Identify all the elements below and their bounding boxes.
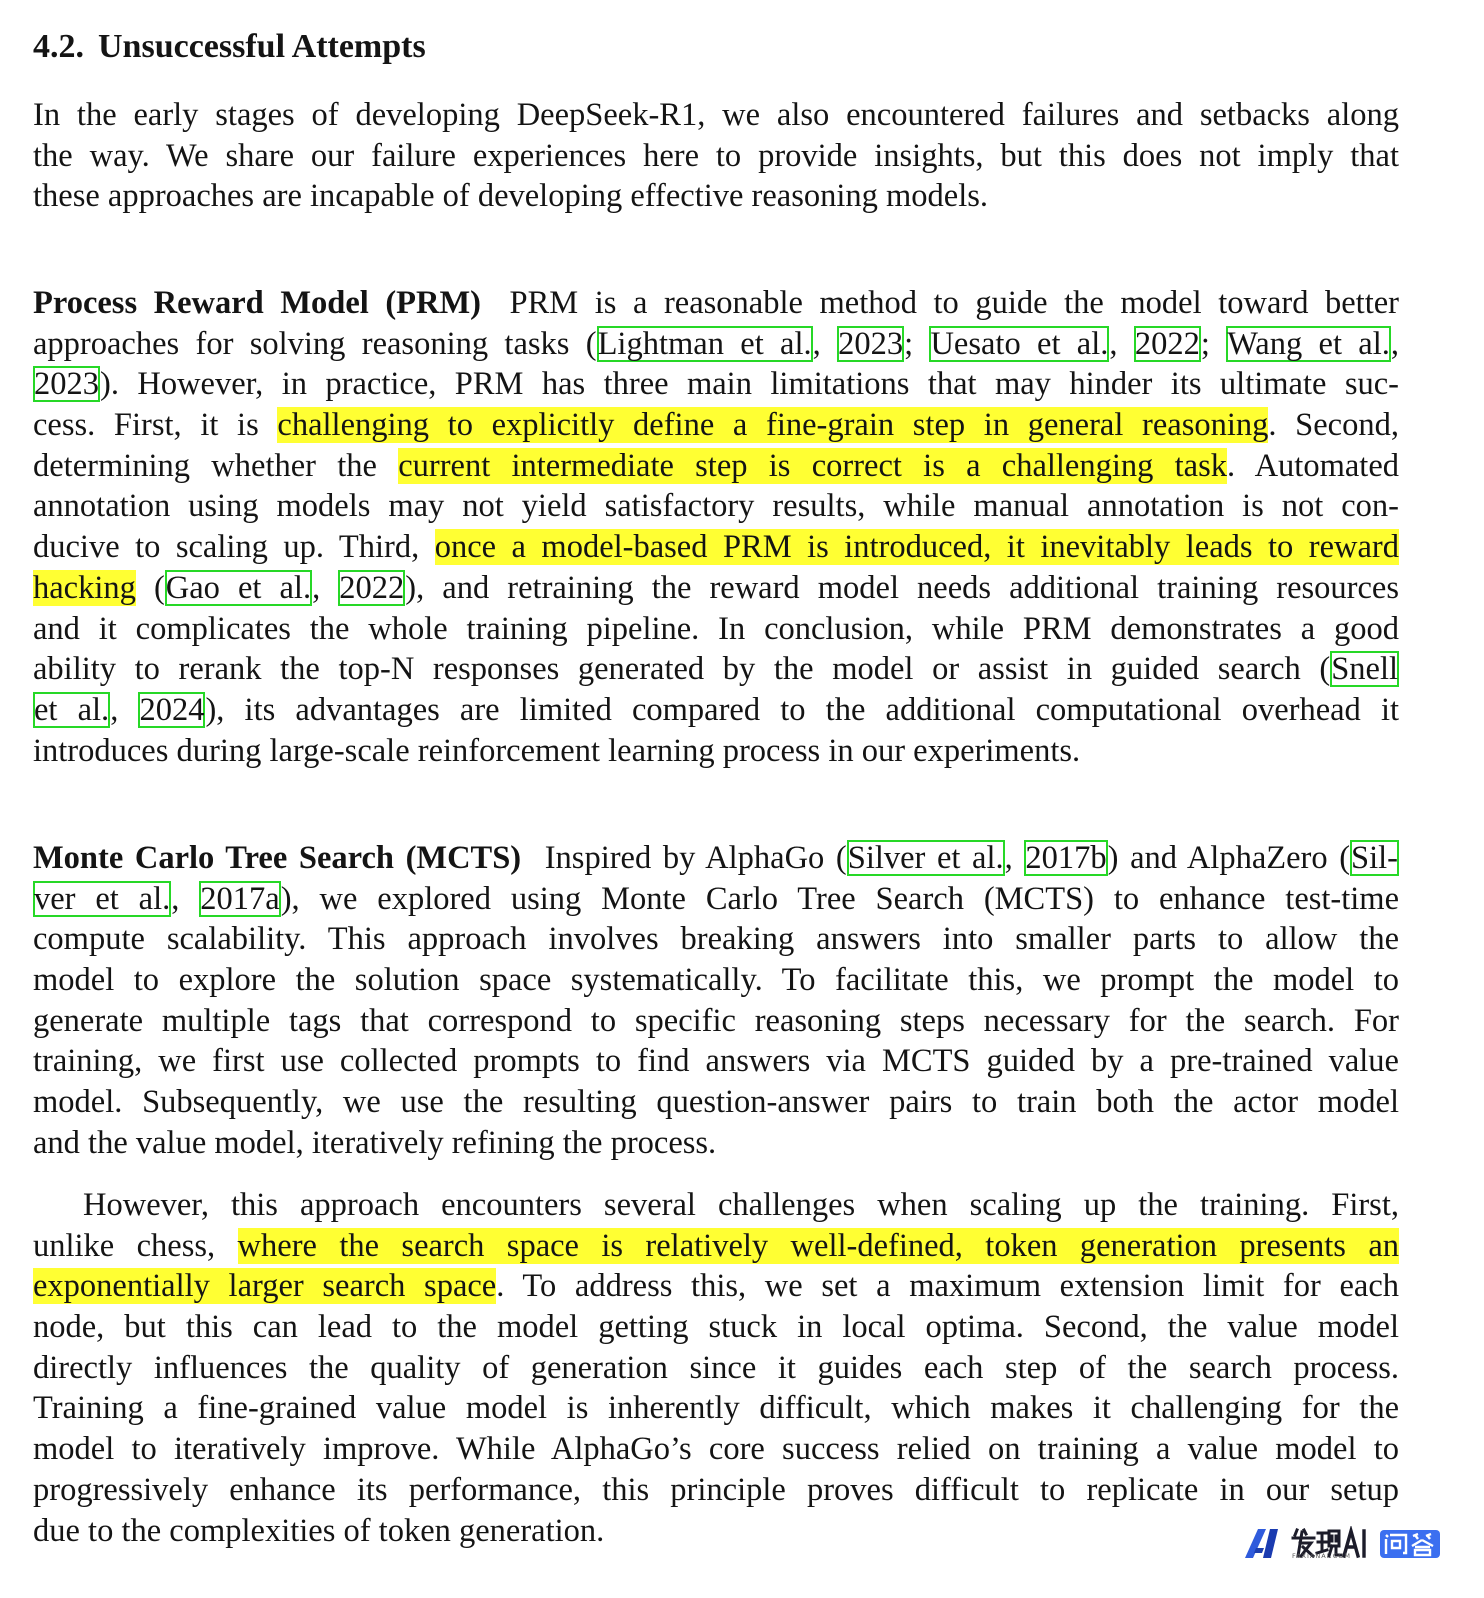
text-line xyxy=(33,609,1399,650)
text-line xyxy=(33,1348,1399,1389)
text-line xyxy=(33,1185,1399,1226)
section-title: Unsuccessful Attempts xyxy=(98,28,426,65)
text-line xyxy=(33,1123,1399,1164)
citation-link[interactable]: 2017a xyxy=(200,880,280,917)
citation-link[interactable]: Uesato et al. xyxy=(930,325,1109,362)
text-line xyxy=(33,1511,1399,1552)
text-line xyxy=(33,960,1399,1001)
text-line xyxy=(33,446,1399,487)
text-line xyxy=(33,690,1399,731)
paragraph-process-reward-model xyxy=(33,283,1399,771)
citation-link[interactable]: Snell xyxy=(1331,651,1398,688)
text-line xyxy=(33,176,1399,217)
citation-link[interactable]: Lightman et al. xyxy=(597,325,812,362)
text-run: annotation using models may not yield satisfactory results, while manual annotation is not con- xyxy=(33,488,1399,525)
text-run: , xyxy=(1109,325,1134,362)
text-run: compute scalability. This approach involves breaking answers into smaller parts to allow the xyxy=(33,921,1399,958)
citation-link[interactable]: Sil- xyxy=(1351,840,1398,876)
text-run: model to explore the solution space systematically. To facilitate this, we prompt the model to xyxy=(33,962,1399,999)
text-run: Training a fine-grained value model is inherently difficult, which makes it challenging for the xyxy=(33,1390,1399,1427)
text-run: ; xyxy=(1200,325,1227,362)
text-run: ) and AlphaZero ( xyxy=(1107,840,1351,876)
citation-link[interactable]: 2024 xyxy=(139,691,205,728)
text-run: training, we first use collected prompts to find answers via MCTS guided by a pre-trained value xyxy=(33,1043,1399,1080)
text-line xyxy=(33,1429,1399,1470)
text-run: Inspired by AlphaGo ( xyxy=(533,840,847,876)
text-line xyxy=(33,879,1399,920)
text-line xyxy=(33,1041,1399,1082)
citation-link[interactable]: 2017b xyxy=(1025,840,1107,876)
text-line xyxy=(33,405,1399,446)
section-heading xyxy=(33,26,426,68)
text-run: , xyxy=(1390,325,1400,362)
text-run: generate multiple tags that correspond to specific reasoning steps necessary for the search. For xyxy=(33,1002,1399,1039)
paragraph-mcts-challenges xyxy=(33,1185,1399,1551)
text-run: PRM is a reasonable method to guide the model toward better xyxy=(492,285,1399,321)
highlighted-text: exponentially larger search space xyxy=(33,1268,497,1305)
text-line xyxy=(33,364,1399,405)
text-run: ), its advantages are limited compared to the additional computational overhead it xyxy=(205,691,1400,728)
citation-link[interactable]: 2022 xyxy=(339,569,405,606)
highlighted-text: challenging to explicitly define a fine-grain step in general reasoning xyxy=(277,407,1269,444)
text-line xyxy=(33,486,1399,527)
citation-link[interactable]: et al. xyxy=(34,691,110,728)
text-run: . Second, xyxy=(1268,407,1399,444)
watermark-domain: FAXIANAI.COM xyxy=(1292,1552,1351,1560)
text-run: unlike chess, xyxy=(33,1227,238,1264)
text-run: directly influences the quality of generation since it guides each step of the search process. xyxy=(33,1349,1399,1386)
text-run: However, this approach encounters several challenges when scaling up the training. First, xyxy=(83,1187,1399,1223)
text-run: , xyxy=(171,880,200,917)
text-run: introduces during large-scale reinforcement learning process in our experiments. xyxy=(33,732,1081,769)
text-run: , xyxy=(110,691,139,728)
text-run: these approaches are incapable of developing effective reasoning models. xyxy=(33,178,989,215)
text-run: In the early stages of developing DeepSeek-R1, we also encountered failures and setbacks along xyxy=(33,97,1399,133)
logo-mark-icon xyxy=(1245,1529,1278,1558)
text-line xyxy=(33,1266,1399,1307)
text-line xyxy=(33,1082,1399,1123)
text-run: model. Subsequently, we use the resulting question-answer pairs to train both the actor model xyxy=(33,1084,1399,1121)
text-line xyxy=(33,95,1399,136)
citation-link[interactable]: 2023 xyxy=(838,325,904,362)
text-run: approaches for solving reasoning tasks ( xyxy=(33,325,597,362)
text-run: cess. First, it is xyxy=(33,407,278,444)
text-run: ). However, in practice, PRM has three main limitations that may hinder its ultimate suc- xyxy=(100,366,1399,403)
text-line xyxy=(33,1307,1399,1348)
text-run: due to the complexities of token generation. xyxy=(33,1512,605,1549)
text-run: , xyxy=(1004,840,1025,876)
text-run: node, but this can lead to the model getting stuck in local optima. Second, the value model xyxy=(33,1309,1399,1346)
paragraph-intro xyxy=(33,95,1399,217)
text-run: ), and retraining the reward model needs additional training resources xyxy=(405,569,1400,606)
text-line xyxy=(33,1388,1399,1429)
text-run: , xyxy=(312,569,339,606)
text-line xyxy=(33,568,1399,609)
text-run: model to iteratively improve. While AlphaGo’s core success relied on training a value model to xyxy=(33,1431,1399,1468)
text-line xyxy=(33,731,1399,772)
section-number: 4.2. xyxy=(33,28,84,65)
text-run: and the value model, iteratively refining the process. xyxy=(33,1124,717,1161)
citation-link[interactable]: Silver et al. xyxy=(847,840,1004,876)
text-run: ; xyxy=(904,325,930,362)
text-run: . Automated xyxy=(1227,447,1399,484)
citation-link[interactable]: Wang et al. xyxy=(1227,325,1390,362)
text-run: , xyxy=(812,325,838,362)
text-line xyxy=(33,649,1399,690)
highlighted-text: where the search space is relatively well-defined, token generation presents an xyxy=(237,1227,1399,1264)
text-line xyxy=(33,1226,1399,1267)
text-run: ability to rerank the top-N responses generated by the model or assist in guided search ( xyxy=(33,651,1331,688)
text-run: ), we explored using Monte Carlo Tree Search (MCTS) to enhance test-time xyxy=(280,880,1400,917)
text-line xyxy=(33,527,1399,568)
citation-link[interactable]: 2023 xyxy=(34,366,99,403)
text-line xyxy=(33,838,1399,879)
highlighted-text: hacking xyxy=(33,569,136,606)
text-run: progressively enhance its performance, this principle proves difficult to replicate in our setup xyxy=(33,1471,1399,1508)
text-line xyxy=(33,919,1399,960)
text-run: ducive to scaling up. Third, xyxy=(33,529,435,566)
text-line xyxy=(33,136,1399,177)
citation-link[interactable]: ver et al. xyxy=(34,880,171,917)
text-line xyxy=(33,1001,1399,1042)
citation-link[interactable]: 2022 xyxy=(1134,325,1200,362)
text-line xyxy=(33,1470,1399,1511)
paragraph-monte-carlo-tree-search xyxy=(33,838,1399,1164)
highlighted-text: once a model-based PRM is introduced, it inevitably leads to reward xyxy=(434,529,1399,566)
run-in-heading: Monte Carlo Tree Search (MCTS) xyxy=(33,840,522,876)
text-line xyxy=(33,324,1399,365)
highlighted-text: current intermediate step is correct is a challenging task xyxy=(398,447,1227,484)
text-run: ( xyxy=(135,569,165,606)
citation-link[interactable]: Gao et al. xyxy=(165,569,312,606)
text-run: and it complicates the whole training pipeline. In conclusion, while PRM demonstrates a good xyxy=(33,610,1399,647)
text-line xyxy=(33,283,1399,324)
qa-badge xyxy=(1380,1530,1440,1558)
text-run: . To address this, we set a maximum extension limit for each xyxy=(496,1268,1400,1305)
text-run: the way. We share our failure experiences here to provide insights, but this does not imply that xyxy=(33,137,1399,174)
run-in-heading: Process Reward Model (PRM) xyxy=(33,285,481,321)
text-run: determining whether the xyxy=(33,447,399,484)
